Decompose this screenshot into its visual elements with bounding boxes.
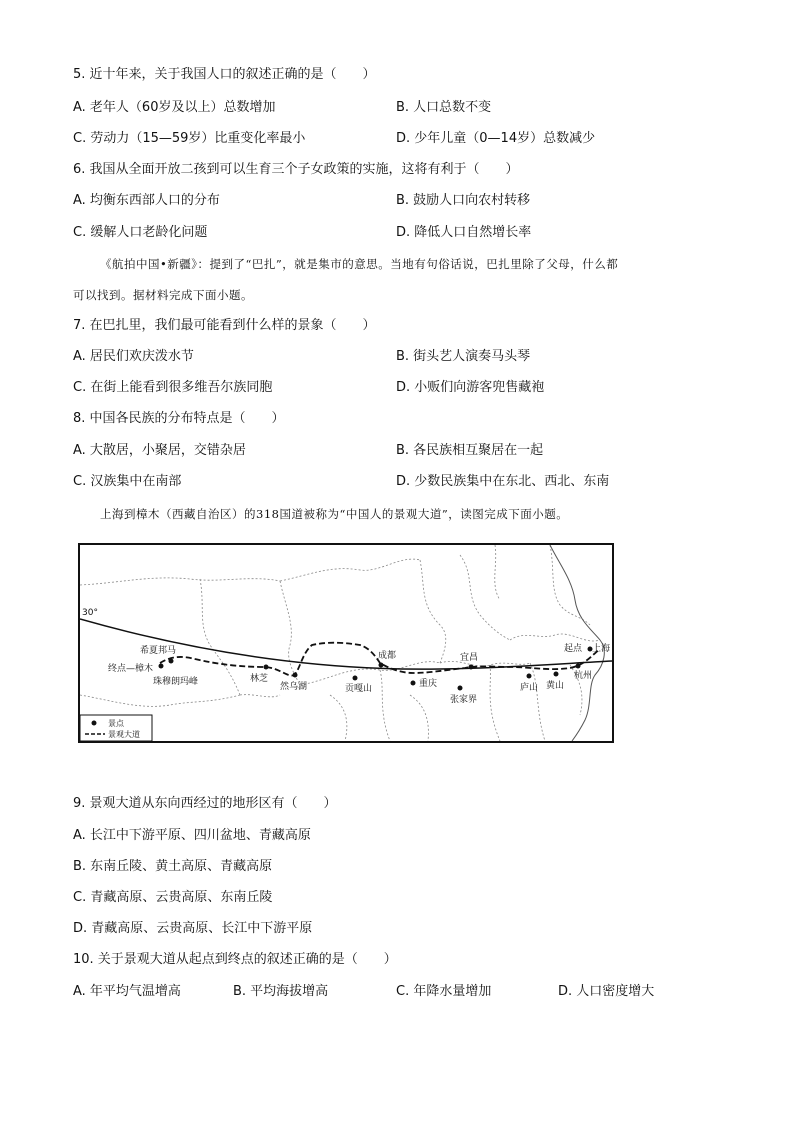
legend-point-label: 景点 [108,719,124,728]
map-point-ranwu [280,673,307,693]
q5-option-b[interactable]: B. 人口总数不变 [396,100,492,115]
scenic-point-marker [264,665,269,670]
map-point-chengdu [378,649,396,668]
scenic-point-marker [554,672,559,677]
scenic-point-marker [411,681,416,686]
label-startpoint: 起点 [564,644,583,654]
map-legend [80,715,152,741]
label-ranwu: 然乌湖 [280,682,308,692]
q6-stem: 6. 我国从全面开放二孩到可以生育三个子女政策的实施，这将有利于（ ） [73,162,519,177]
scenic-point-marker [353,676,358,681]
route-map-svg [80,545,612,741]
q10-option-d[interactable]: D. 人口密度增大 [558,984,655,999]
scenic-point-marker [169,659,174,664]
scenic-point-marker [527,674,532,679]
legend-point-symbol [92,721,97,726]
q7-option-a[interactable]: A. 居民们欢庆泼水节 [73,349,194,364]
q8-option-c[interactable]: C. 汉族集中在南部 [73,474,182,489]
map-point-hangzhou [574,664,592,682]
q10-stem: 10. 关于景观大道从起点到终点的叙述正确的是（ ） [73,952,397,967]
q8-option-d[interactable]: D. 少数民族集中在东北、西北、东南 [396,474,610,489]
scenic-point-marker [458,686,463,691]
q6-option-c[interactable]: C. 缓解人口老龄化问题 [73,225,208,240]
q9-stem: 9. 景观大道从东向西经过的地形区有（ ） [73,796,337,811]
q7-stem: 7. 在巴扎里，我们最可能看到什么样的景象（ ） [73,318,376,333]
scenic-point-marker [469,665,474,670]
q10-option-b[interactable]: B. 平均海拔增高 [233,984,329,999]
label-xixiabangma: 希夏邦马 [140,646,177,656]
q5-option-a[interactable]: A. 老年人（60岁及以上）总数增加 [73,100,276,115]
latitude-30-label: 30° [82,608,98,618]
label-shanghai: 上海 [592,644,611,654]
map-point-shanghai [564,642,610,654]
q9-option-c[interactable]: C. 青藏高原、云贵高原、东南丘陵 [73,890,273,905]
map-point-lushan [520,674,538,694]
label-hangzhou: 杭州 [574,671,593,681]
passage-bazaar-line2: 可以找到。据材料完成下面小题。 [73,288,253,302]
q10-option-a[interactable]: A. 年平均气温增高 [73,984,181,999]
label-endpoint-zhangmu: 终点—樟木 [108,664,154,674]
q6-option-a[interactable]: A. 均衡东西部人口的分布 [73,193,220,208]
q5-option-d[interactable]: D. 少年儿童（0—14岁）总数减少 [396,131,596,146]
passage-bazaar-line1: 《航拍中国•新疆》：提到了“巴扎”，就是集市的意思。当地有句俗话说，巴扎里除了父母，什么都 [100,257,619,271]
map-point-chongqing [411,677,438,689]
q5-option-c[interactable]: C. 劳动力（15—59岁）比重变化率最小 [73,131,306,146]
q8-option-b[interactable]: B. 各民族相互聚居在一起 [396,443,544,458]
coastline [550,545,604,741]
label-gonggashan: 贡嘎山 [345,684,373,694]
q9-option-d[interactable]: D. 青藏高原、云贵高原、长江中下游平原 [73,921,313,936]
q5-stem: 5. 近十年来，关于我国人口的叙述正确的是（ ） [73,67,376,82]
label-nyingchi: 林芝 [250,674,269,684]
q6-option-b[interactable]: B. 鼓励人口向农村转移 [396,193,531,208]
label-chongqing: 重庆 [419,679,438,689]
scenic-point-marker [159,664,164,669]
map-point-xixiabangma [140,644,176,664]
q6-option-d[interactable]: D. 降低人口自然增长率 [396,225,532,240]
passage-route-318: 上海到樟木（西藏自治区）的318国道被称为“中国人的景观大道”，读图完成下面小题。 [100,507,569,521]
scenic-point-marker [576,664,581,669]
q9-option-a[interactable]: A. 长江中下游平原、四川盆地、青藏高原 [73,828,311,843]
q10-option-c[interactable]: C. 年降水量增加 [396,984,492,999]
scenic-point-marker [379,663,384,668]
q7-option-b[interactable]: B. 街头艺人演奏马头琴 [396,349,531,364]
label-lushan: 庐山 [520,683,539,693]
legend-route-label: 景观大道 [108,730,140,739]
q7-option-d[interactable]: D. 小贩们向游客兜售藏袍 [396,380,545,395]
label-chengdu: 成都 [378,651,397,661]
q9-option-b[interactable]: B. 东南丘陵、黄土高原、青藏高原 [73,859,273,874]
map-point-zhangmu [108,662,164,674]
q7-option-c[interactable]: C. 在街上能看到很多维吾尔族同胞 [73,380,273,395]
route-map [78,543,614,743]
q8-stem: 8. 中国各民族的分布特点是（ ） [73,411,285,426]
q8-option-a[interactable]: A. 大散居，小聚居，交错杂居 [73,443,246,458]
scenic-point-marker [293,673,298,678]
label-yichang: 宜昌 [460,653,479,663]
map-point-zhangjiajie [450,686,477,706]
latitude-30-line [80,619,612,669]
map-point-gonggashan [345,676,372,695]
label-qomolangma: 珠穆朗玛峰 [153,677,199,687]
label-huangshan: 黄山 [546,681,565,691]
map-point-huangshan [546,672,564,692]
label-zhangjiajie: 张家界 [450,695,478,705]
map-point-qomolangma [153,675,198,687]
